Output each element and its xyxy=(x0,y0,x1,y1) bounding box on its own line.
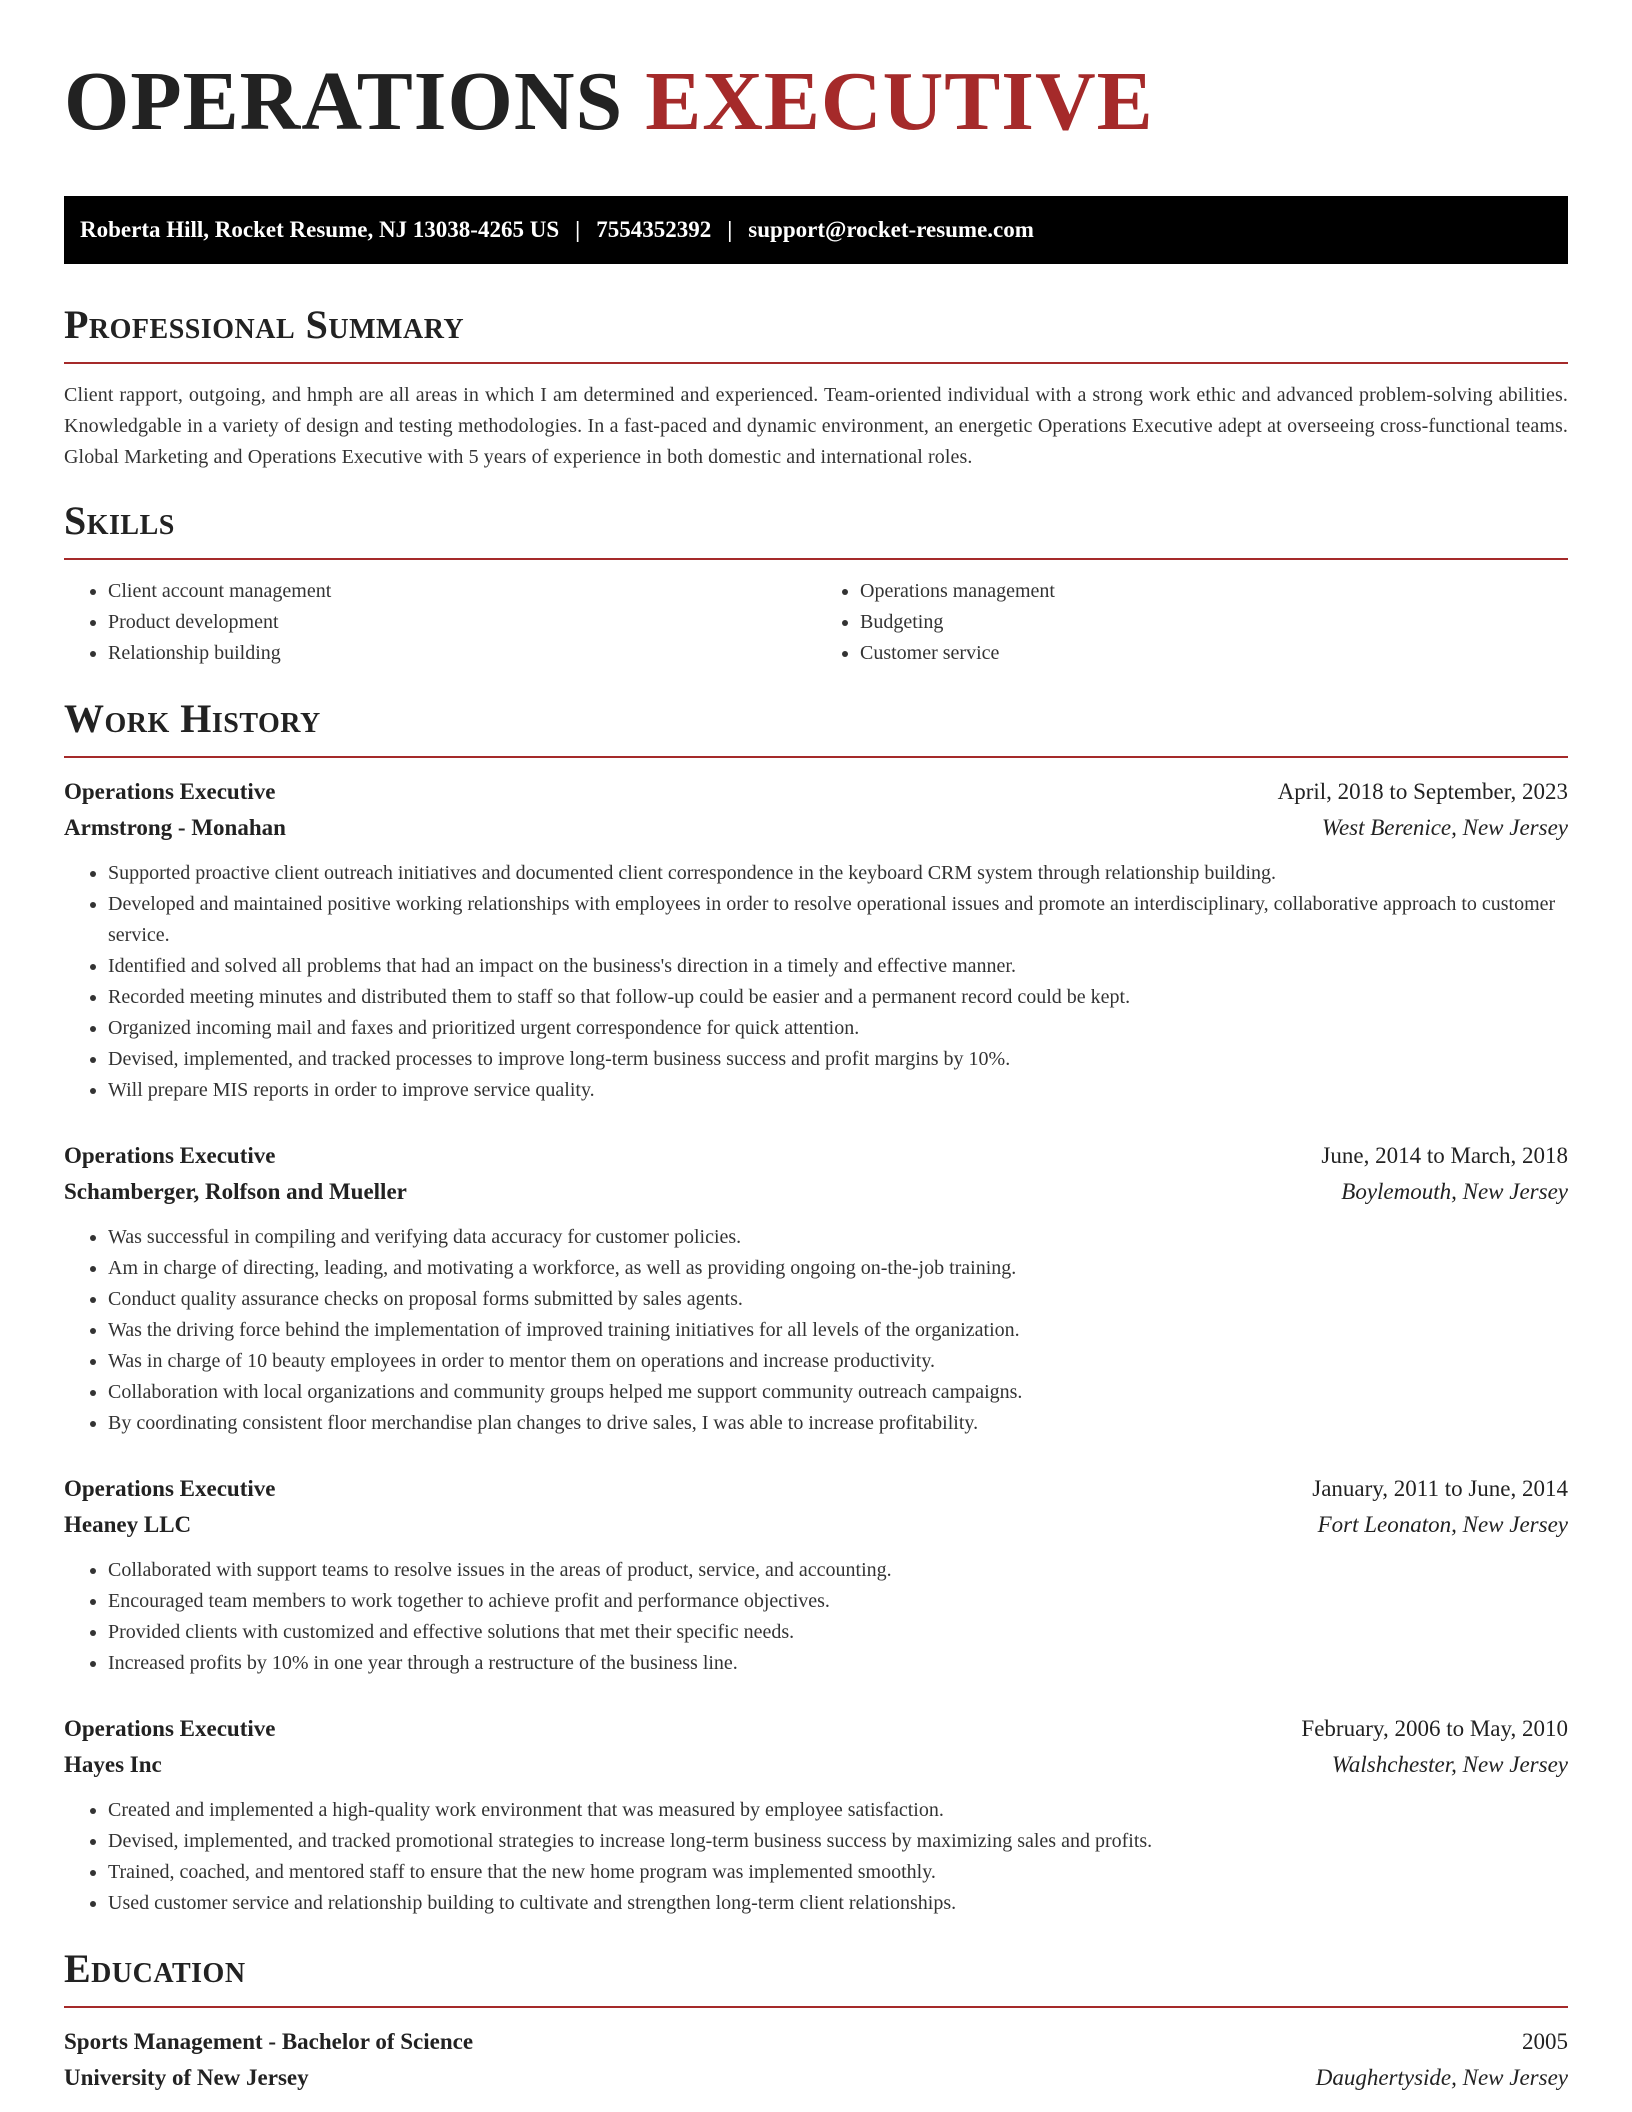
job-bullet: • Devised, implemented, and tracked processes to improve long-term business success and profit margins by 10%. xyxy=(108,1044,1568,1075)
job-bullet: • Conduct quality assurance checks on proposal forms submitted by sales agents. xyxy=(108,1284,1568,1315)
summary-section xyxy=(64,301,1568,473)
job-bullet: • Was successful in compiling and verifying data accuracy for customer policies. xyxy=(108,1222,1568,1253)
section-heading-skills: Skills xyxy=(64,498,175,543)
job-dates: June, 2014 to March, 2018 xyxy=(1321,1143,1568,1168)
job-bullet: • Recorded meeting minutes and distributed them to staff so that follow-up could be easier and a permanent record could be kept. xyxy=(108,982,1568,1013)
contact-address: Roberta Hill, Rocket Resume, NJ 13038-4265 US xyxy=(80,217,560,242)
contact-bar xyxy=(64,196,1568,264)
job-bullets xyxy=(64,1555,1568,1679)
summary-text: Client rapport, outgoing, and hmph are all areas in which I am determined and experienced. Team-oriented individual with a strong work ethic and advanced problem-solving abilities. Knowledgable in a variety of design and testing methodologies. In a fast-paced and dynamic environment, an energetic Operations Executive adept at overseeing cross-functional teams. Global Marketing and Operations Executive with 5 years of experience in both domestic and international roles. xyxy=(64,384,1568,468)
job-bullets xyxy=(64,858,1568,1106)
job-dates: February, 2006 to May, 2010 xyxy=(1301,1716,1568,1741)
job-bullet: • Trained, coached, and mentored staff to ensure that the new home program was implemented smoothly. xyxy=(108,1857,1568,1888)
resume-title xyxy=(64,0,1568,152)
section-divider xyxy=(64,558,1568,560)
section-heading-education: Education xyxy=(64,1946,246,1991)
job-location: Boylemouth, New Jersey xyxy=(1341,1179,1568,1204)
job-bullet: • Encouraged team members to work together to achieve profit and performance objectives. xyxy=(108,1586,1568,1617)
section-divider xyxy=(64,362,1568,364)
job-bullet: • Will prepare MIS reports in order to improve service quality. xyxy=(108,1075,1568,1106)
job-bullet: • Was the driving force behind the implementation of improved training initiatives for all levels of the organization. xyxy=(108,1315,1568,1346)
education-degree: Sports Management - Bachelor of Science xyxy=(64,2029,474,2054)
job-entry xyxy=(64,774,1568,1106)
contact-separator: | xyxy=(575,217,581,242)
job-bullet: • Used customer service and relationship building to cultivate and strengthen long-term client relationships. xyxy=(108,1888,1568,1919)
job-entry xyxy=(64,1471,1568,1679)
skill-item: • Client account management xyxy=(108,576,816,607)
skill-item: • Product development xyxy=(108,607,816,638)
education-location: Daughertyside, New Jersey xyxy=(1315,2065,1568,2090)
education-entry xyxy=(64,2024,1568,2096)
job-location: West Berenice, New Jersey xyxy=(1321,815,1568,840)
job-bullet: • Collaborated with support teams to resolve issues in the areas of product, service, and accounting. xyxy=(108,1555,1568,1586)
job-company: Heaney LLC xyxy=(64,1512,192,1537)
contact-phone[interactable]: 7554352392 xyxy=(596,217,712,242)
job-entry xyxy=(64,1138,1568,1439)
skills-list-right xyxy=(816,576,1568,669)
title-part-2: EXECUTIVE xyxy=(645,55,1154,148)
job-bullet: • Organized incoming mail and faxes and prioritized urgent correspondence for quick attention. xyxy=(108,1013,1568,1044)
education-section xyxy=(64,1945,1568,2096)
section-heading-work-history: Work History xyxy=(64,696,321,741)
contact-separator: | xyxy=(727,217,733,242)
skill-item: • Customer service xyxy=(860,638,1568,669)
job-company: Armstrong - Monahan xyxy=(64,815,286,840)
job-title: Operations Executive xyxy=(64,1716,276,1741)
job-bullet: • Identified and solved all problems that had an impact on the business's direction in a timely and effective manner. xyxy=(108,951,1568,982)
job-bullet: • Provided clients with customized and effective solutions that met their specific needs. xyxy=(108,1617,1568,1648)
skill-item: • Relationship building xyxy=(108,638,816,669)
job-bullet: • Created and implemented a high-quality work environment that was measured by employee satisfaction. xyxy=(108,1795,1568,1826)
job-bullet: • Collaboration with local organizations and community groups helped me support community outreach campaigns. xyxy=(108,1377,1568,1408)
skills-section xyxy=(64,497,1568,669)
job-dates: January, 2011 to June, 2014 xyxy=(1312,1476,1568,1501)
job-location: Walshchester, New Jersey xyxy=(1331,1752,1568,1777)
job-location: Fort Leonaton, New Jersey xyxy=(1317,1512,1568,1537)
job-bullet: • Supported proactive client outreach initiatives and documented client correspondence in the keyboard CRM system through relationship building. xyxy=(108,858,1568,889)
job-bullet: • Am in charge of directing, leading, and motivating a workforce, as well as providing ongoing on-the-job training. xyxy=(108,1253,1568,1284)
section-divider xyxy=(64,756,1568,758)
job-bullets xyxy=(64,1222,1568,1439)
job-bullet: • Developed and maintained positive working relationships with employees in order to resolve operational issues and promote an interdisciplinary, collaborative approach to customer service. xyxy=(108,889,1568,951)
job-entry xyxy=(64,1711,1568,1919)
job-bullets xyxy=(64,1795,1568,1919)
section-heading-summary: Professional Summary xyxy=(64,302,465,347)
job-dates: April, 2018 to September, 2023 xyxy=(1277,779,1568,804)
skill-item: • Budgeting xyxy=(860,607,1568,638)
job-title: Operations Executive xyxy=(64,1476,276,1501)
contact-email[interactable]: support@rocket-resume.com xyxy=(748,217,1034,242)
job-company: Hayes Inc xyxy=(64,1752,162,1777)
job-bullet: • Devised, implemented, and tracked promotional strategies to increase long-term business success by maximizing sales and profits. xyxy=(108,1826,1568,1857)
education-year: 2005 xyxy=(1522,2029,1568,2054)
job-bullet: • Was in charge of 10 beauty employees in order to mentor them on operations and increase productivity. xyxy=(108,1346,1568,1377)
skills-list-left xyxy=(64,576,816,669)
education-school: University of New Jersey xyxy=(64,2065,309,2090)
section-divider xyxy=(64,2006,1568,2008)
work-history-section xyxy=(64,695,1568,1919)
title-part-1: OPERATIONS xyxy=(64,55,624,148)
job-bullet: • By coordinating consistent floor merchandise plan changes to drive sales, I was able to increase profitability. xyxy=(108,1408,1568,1439)
job-title: Operations Executive xyxy=(64,779,276,804)
job-company: Schamberger, Rolfson and Mueller xyxy=(64,1179,407,1204)
job-bullet: • Increased profits by 10% in one year through a restructure of the business line. xyxy=(108,1648,1568,1679)
skill-item: • Operations management xyxy=(860,576,1568,607)
job-title: Operations Executive xyxy=(64,1143,276,1168)
skills-columns xyxy=(64,576,1568,669)
